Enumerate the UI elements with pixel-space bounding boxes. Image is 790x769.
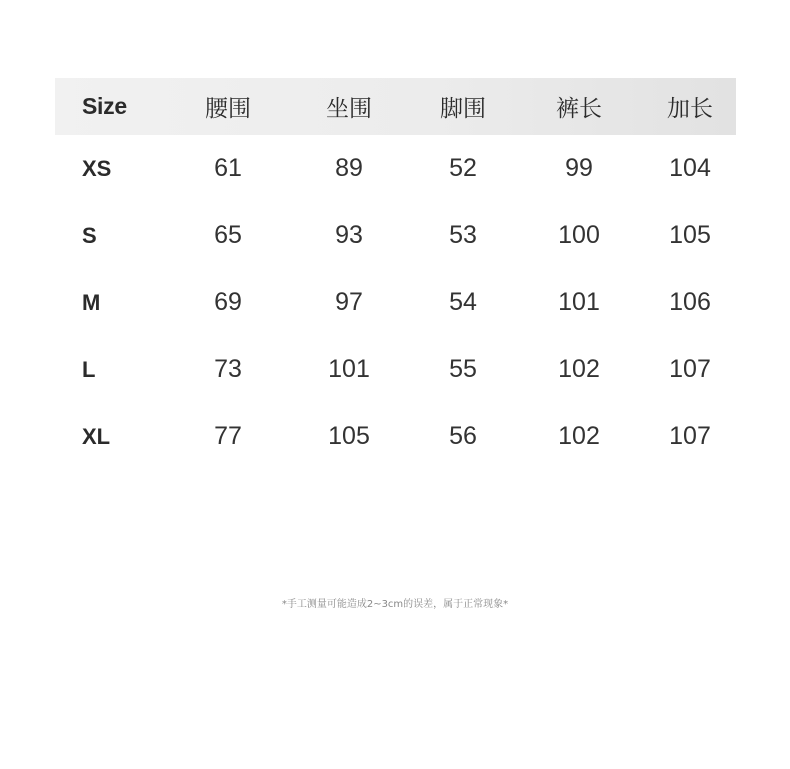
- measurement-footnote: *手工测量可能造成2~3cm的误差，属于正常现象*: [281, 599, 509, 610]
- leg-opening-value: 56: [449, 422, 477, 450]
- extended-length-value: 106: [669, 288, 711, 316]
- size-label: XL: [82, 423, 111, 449]
- waist-value: 73: [214, 355, 242, 383]
- hip-value: 105: [328, 422, 370, 450]
- hip-value: 89: [335, 154, 363, 182]
- size-label: M: [82, 289, 101, 315]
- hip-value: 93: [335, 221, 363, 249]
- size-label: XS: [82, 155, 112, 181]
- leg-opening-value: 53: [449, 221, 477, 249]
- table-row: [55, 336, 736, 403]
- size-label: S: [82, 222, 97, 248]
- header-leg-opening: 脚围: [440, 96, 486, 122]
- leg-opening-value: 54: [449, 288, 477, 316]
- header-extended-length: 加长: [667, 96, 713, 122]
- header-size: Size: [82, 93, 127, 119]
- waist-value: 65: [214, 221, 242, 249]
- waist-value: 69: [214, 288, 242, 316]
- table-row: [55, 135, 736, 202]
- pants-length-value: 101: [558, 288, 600, 316]
- size-label: L: [82, 356, 96, 382]
- size-chart-table: [55, 78, 736, 470]
- table-row: [55, 403, 736, 470]
- table-row: [55, 269, 736, 336]
- leg-opening-value: 55: [449, 355, 477, 383]
- header-waist: 腰围: [205, 96, 251, 122]
- waist-value: 61: [214, 154, 242, 182]
- header-pants-length: 裤长: [556, 96, 602, 122]
- pants-length-value: 99: [565, 154, 593, 182]
- table-row: [55, 202, 736, 269]
- table-header-row: [55, 78, 736, 135]
- waist-value: 77: [214, 422, 242, 450]
- extended-length-value: 105: [669, 221, 711, 249]
- pants-length-value: 102: [558, 355, 600, 383]
- pants-length-value: 100: [558, 221, 600, 249]
- pants-length-value: 102: [558, 422, 600, 450]
- extended-length-value: 107: [669, 422, 711, 450]
- header-hip: 坐围: [326, 96, 372, 122]
- extended-length-value: 104: [669, 154, 711, 182]
- leg-opening-value: 52: [449, 154, 477, 182]
- hip-value: 97: [335, 288, 363, 316]
- extended-length-value: 107: [669, 355, 711, 383]
- hip-value: 101: [328, 355, 370, 383]
